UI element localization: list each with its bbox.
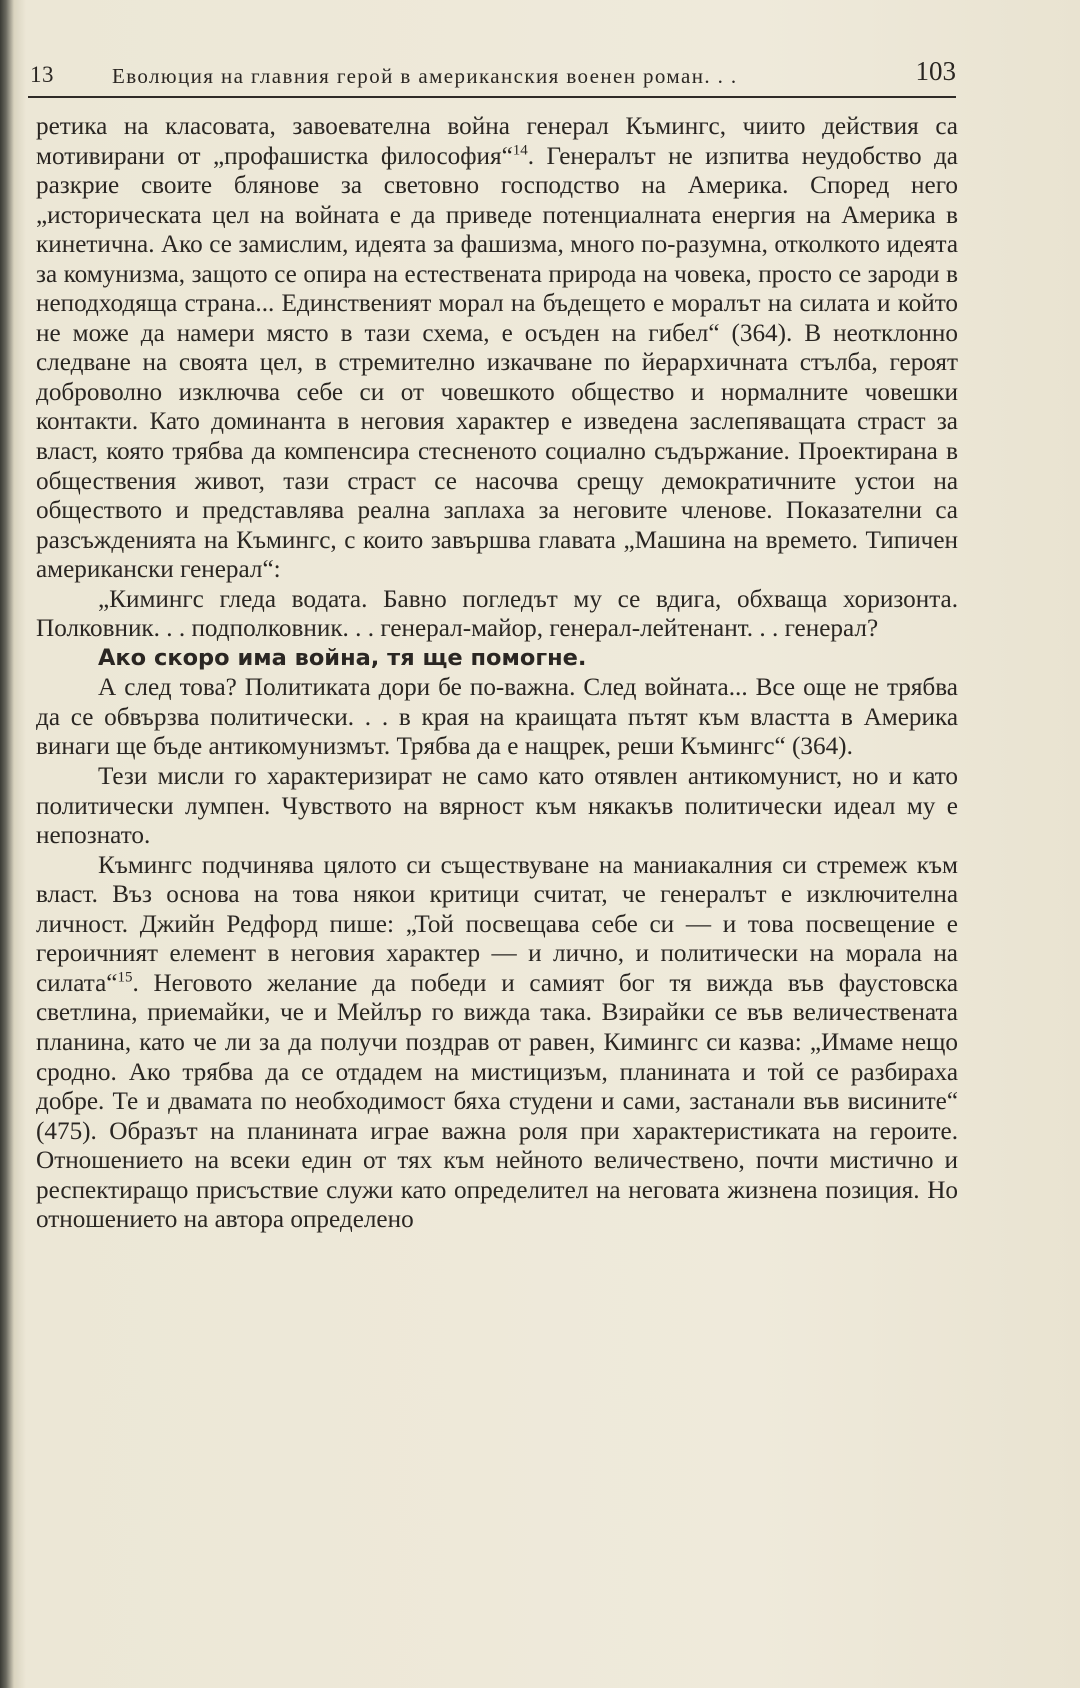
paragraph: [36, 112, 958, 585]
bold-paragraph: [36, 644, 958, 674]
chapter-number: 13: [30, 62, 54, 87]
text-segment: Ако скоро има война, тя ще помогне.: [98, 644, 587, 671]
text-segment: Къмингс подчинява цялото си съществуване на маниакалния си стремеж към власт. Въз основа на това някои критици считат, че генералът е изключителна личност. Джийн Редфорд пише: „Той посвещава себе си — и това посвещение е героичният елемент в неговия характер — и лично, и политически на морала на силата“: [36, 851, 958, 997]
footnote-ref: 15: [117, 969, 133, 986]
paragraph: [36, 673, 958, 762]
text-segment: ретика на класовата, завоевателна война генерал Къмингс, чиито действия са мотивирани от „профашистка философия“: [36, 113, 958, 170]
running-header: [28, 52, 956, 98]
text-segment: „Кимингс гледа водата. Бавно погледът му се вдига, обхваща хоризонта. Полковник. . . подполковник. . . генерал-майор, генерал-лейтенант. . . генерал?: [36, 585, 958, 643]
text-segment: Тези мисли го характеризират не само като отявлен антикомунист, но и като политически лумпен. Чувството на вярност към някакъв политически идеал му е непознато.: [36, 763, 958, 850]
running-title: Еволюция на главния герой в американския военен роман. . .: [112, 64, 738, 88]
paragraph: [36, 585, 958, 644]
body-text: [36, 112, 958, 1235]
paragraph: [36, 762, 958, 851]
text-segment: . Генералът не изпитва неудобство да разкрие своите блянове за световно господство на Америка. Според него „историческата цел на войната е да приведе потенциалната енергия на Америка в кинетична. Ако се замислим, идеята за фашизма, много по-разумна, отколкото идеята за комунизма, защото се опира на естествената природа на човека, просто се зароди в неподходяща страна... Единственият морал на бъдещето е моралът на силата и който не може да намери място в тази схема, е осъден на гибел“ (364). В неотклонно следване на своята цел, в стремително изкачване по йерархичната стълба, героят доброволно изключва себе си от човешкото общество и нормалните човешки контакти. Като доминанта в неговия характер е изведена заслепяващата страст за власт, която трябва да компенсира стесненото социално съдържание. Проектирана в обществения живот, тази страст се насочва срещу демократичните устои на обществото и представлява реална заплаха за неговите членове. Показателни са разсъжденията на Къмингс, с които завършва главата „Машина на времето. Типичен американски генерал“:: [36, 142, 958, 584]
footnote-ref: 14: [512, 142, 528, 159]
page-number: 103: [915, 56, 956, 86]
text-segment: А след това? Политиката дори бе по-важна. След войната... Все още не трябва да се обвързва политически. . . в края на краищата пътят към властта в Америка винаги ще бъде антикомунизмът. Трябва да е нащрек, реши Къмингс“ (364).: [36, 674, 958, 761]
text-segment: . Неговото желание да победи и самият бог тя вижда във фаустовска светлина, приемайки, че и Мейлър го вижда така. Взирайки се във величествената планина, като че ли за да получи поздрав от равен, Кимингс си казва: „Имаме нещо сродно. Ако трябва да се отдадем на мистицизъм, планината и той се разбираха добре. Те и двамата по необходимост бяха студени и сами, застанали във висините“ (475). Образът на планината играе важна роля при характеристиката на героите. Отношението на всеки един от тях към нейното величествено, почти мистично и респектиращо присъствие служи като определител на неговата жизнена позиция. Но отношението на автора определено: [36, 969, 958, 1234]
paragraph: [36, 851, 958, 1235]
